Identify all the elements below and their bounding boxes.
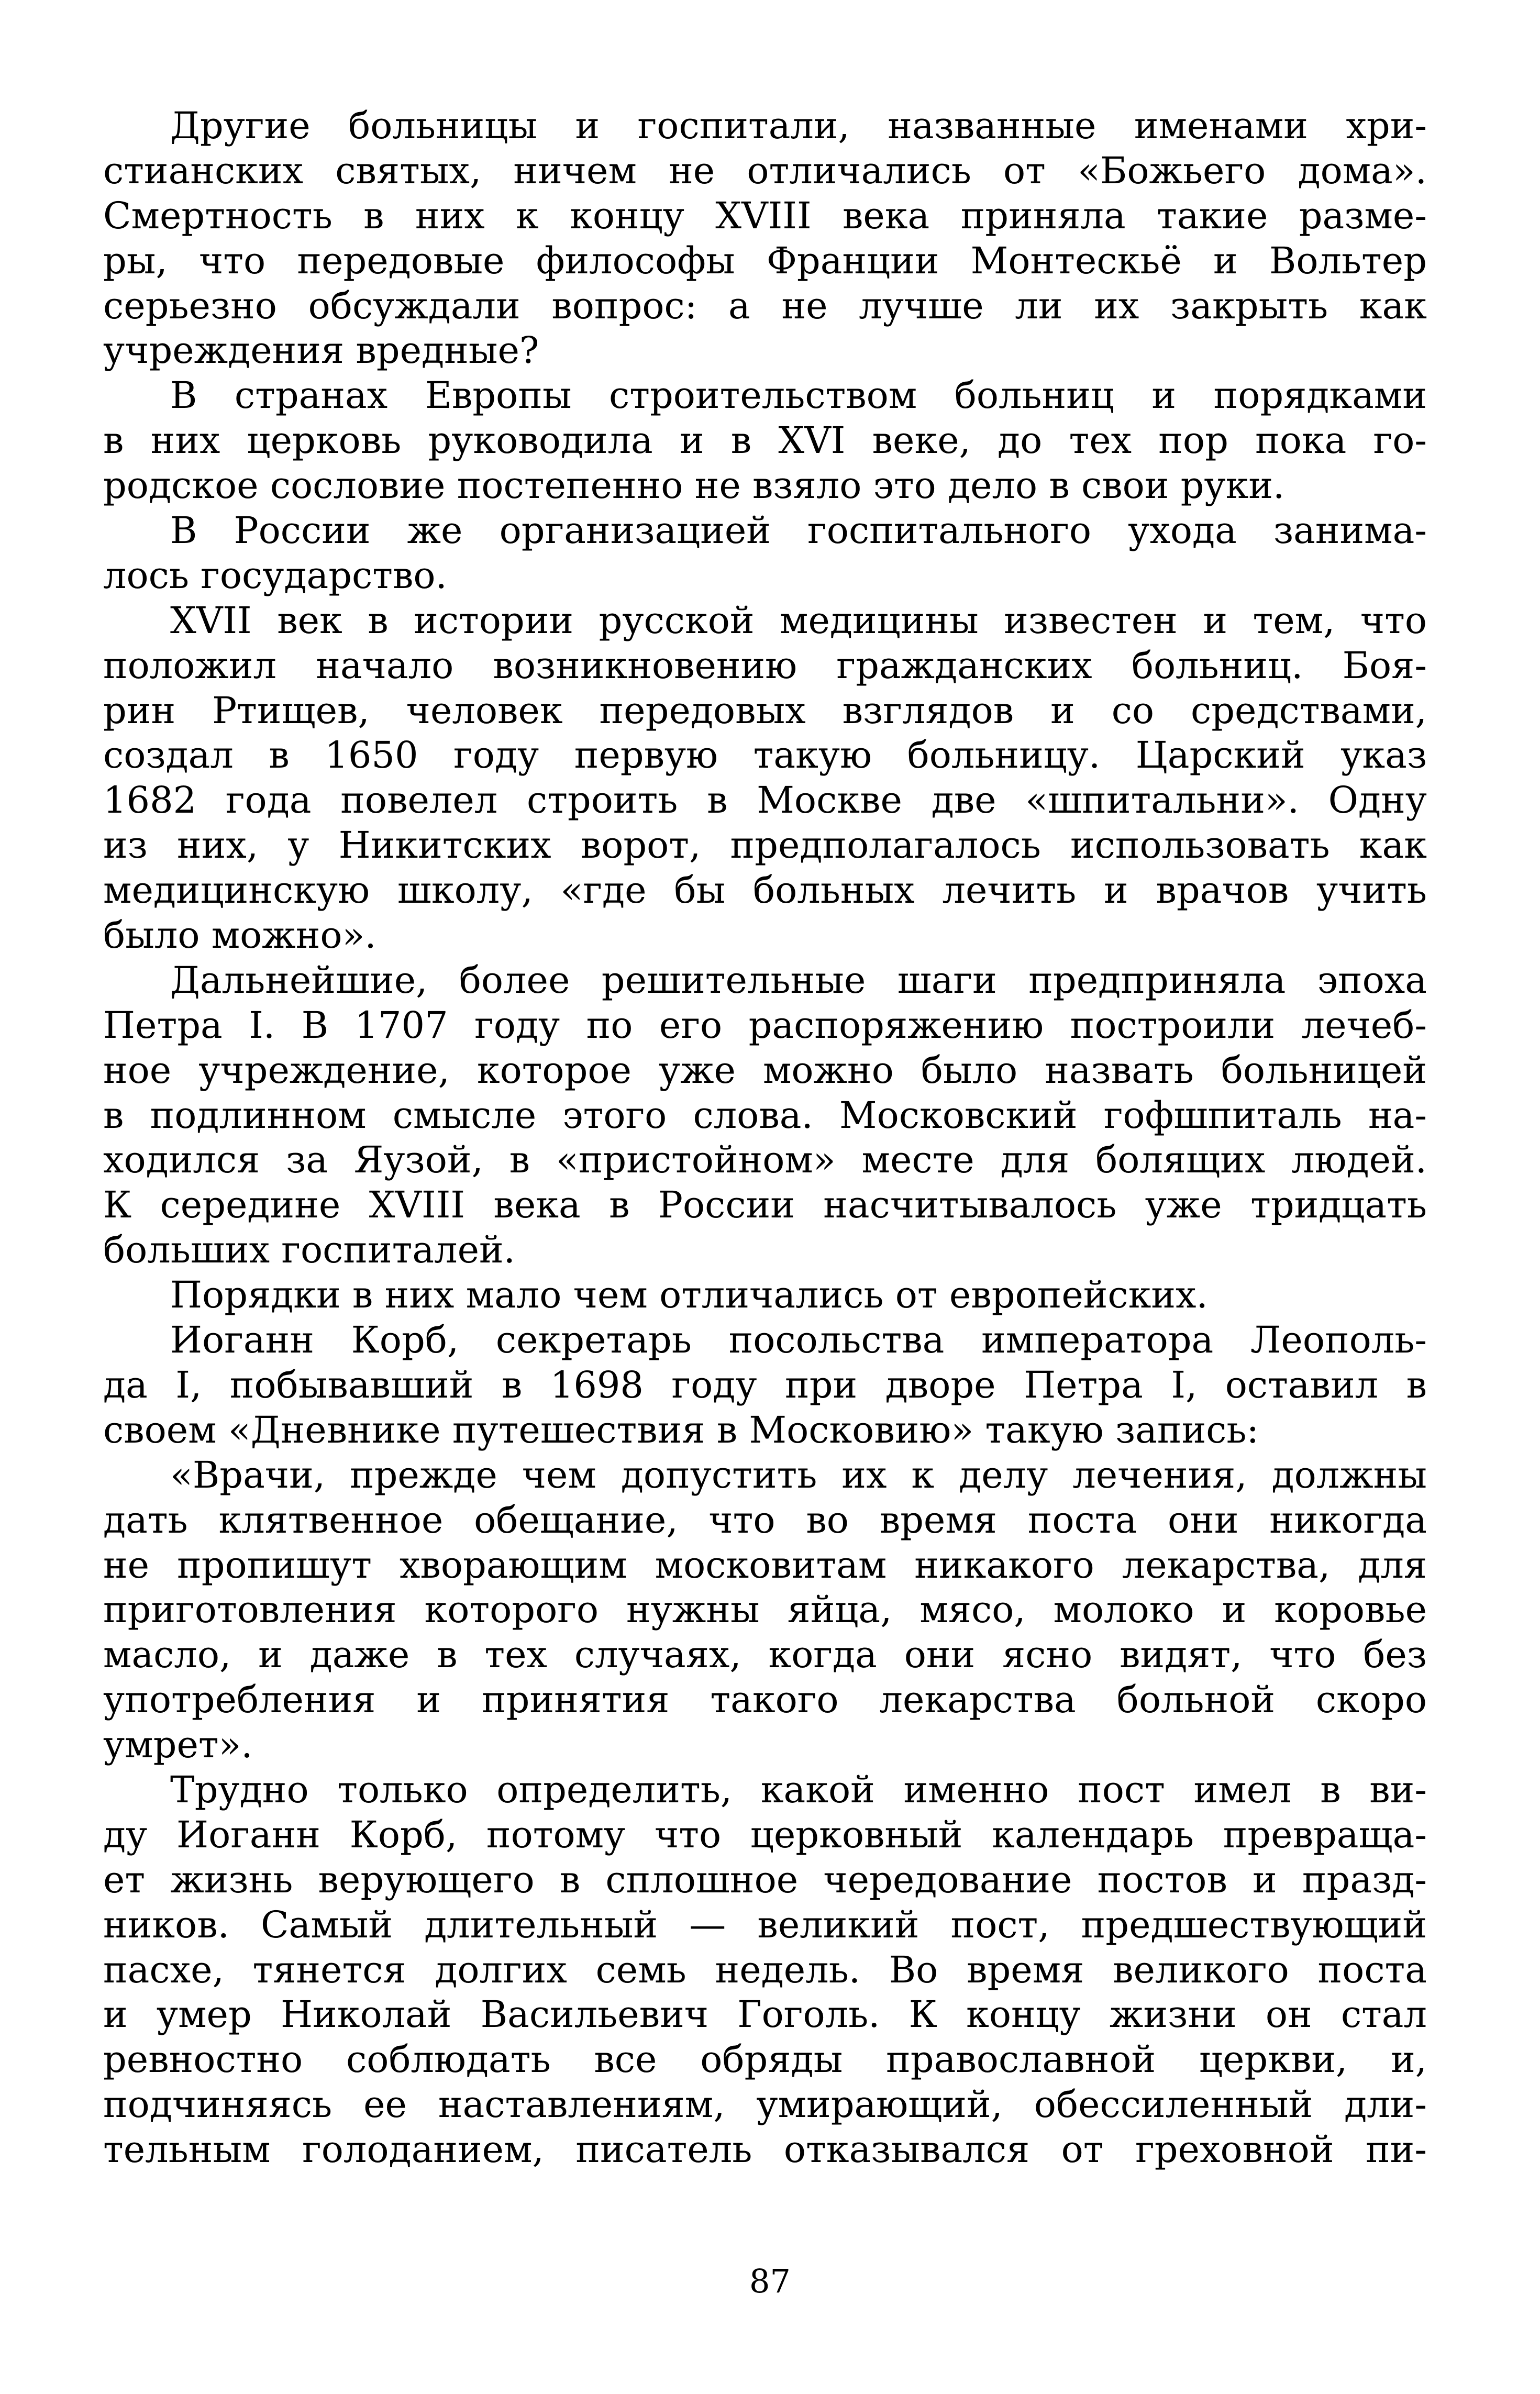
text-line: ет жизнь верующего в сплошное чередование постов и празд- — [103, 1858, 1427, 1901]
text-line: из них, у Никитских ворот, предполагалось использовать как — [103, 824, 1427, 867]
text-line: серьезно обсуждали вопрос: а не лучше ли их закрыть как — [103, 284, 1427, 327]
paragraph — [103, 1318, 1427, 1453]
paragraph — [103, 598, 1427, 958]
text-line: Дальнейшие, более решительные шаги предприняла эпоха — [170, 958, 1427, 1002]
text-line: тельным голоданием, писатель отказывался от греховной пи- — [103, 2128, 1427, 2171]
text-line: дать клятвенное обещание, что во время поста они никогда — [103, 1498, 1427, 1542]
text-line: ры, что передовые философы Франции Монтескьё и Вольтер — [103, 239, 1427, 282]
text-line: больших госпиталей. — [103, 1228, 515, 1272]
text-line: Смертность в них к концу XVIII века приняла такие разме- — [103, 194, 1427, 237]
text-line: Трудно только определить, какой именно пост имел в ви- — [170, 1768, 1427, 1811]
text-line: масло, и даже в тех случаях, когда они ясно видят, что без — [103, 1633, 1427, 1677]
text-line: Петра I. В 1707 году по его распоряжению построили лечеб- — [103, 1003, 1427, 1047]
text-line: в подлинном смысле этого слова. Московский гофшпиталь на- — [103, 1093, 1427, 1137]
paragraph — [103, 1273, 1427, 1318]
text-line: ходился за Яузой, в «пристойном» месте для болящих людей. — [103, 1138, 1427, 1182]
text-line: медицинскую школу, «где бы больных лечить и врачов учить — [103, 869, 1427, 912]
text-line: да I, побывавший в 1698 году при дворе Петра I, оставил в — [103, 1363, 1427, 1406]
paragraph — [103, 373, 1427, 508]
text-line: приготовления которого нужны яйца, мясо, молоко и коровье — [103, 1588, 1427, 1632]
text-line: умрет». — [103, 1723, 253, 1767]
text-line: ду Иоганн Корб, потому что церковный календарь превраща- — [103, 1813, 1427, 1856]
text-line: Другие больницы и госпитали, названные именами хри- — [170, 104, 1427, 147]
text-line: было можно». — [103, 914, 376, 957]
text-line: Иоганн Корб, секретарь посольства императора Леополь- — [170, 1318, 1427, 1362]
text-line: «Врачи, прежде чем допустить их к делу лечения, должны — [170, 1453, 1427, 1497]
text-line: Порядки в них мало чем отличались от европейских. — [170, 1273, 1208, 1317]
paragraph — [103, 508, 1427, 598]
paragraph — [103, 1453, 1427, 1768]
text-line: К середине XVIII века в России насчитывалось уже тридцать — [103, 1183, 1427, 1227]
text-line: своем «Дневнике путешествия в Московию» такую запись: — [103, 1408, 1259, 1451]
text-line: В странах Европы строительством больниц и порядками — [170, 374, 1427, 417]
text-line: ное учреждение, которое уже можно было назвать больницей — [103, 1048, 1427, 1092]
text-line: подчиняясь ее наставлениям, умирающий, обессиленный дли- — [103, 2083, 1427, 2126]
text-line: родское сословие постепенно не взяло это дело в свои руки. — [103, 464, 1285, 507]
text-line: ников. Самый длительный — великий пост, предшествующий — [103, 1903, 1427, 1946]
paragraph — [103, 104, 1427, 373]
text-line: ревностно соблюдать все обряды православной церкви, и, — [103, 2038, 1427, 2081]
text-line: пасхе, тянется долгих семь недель. Во время великого поста — [103, 1948, 1427, 1991]
text-line: в них церковь руководила и в XVI веке, до тех пор пока го- — [103, 419, 1427, 462]
text-line: стианских святых, ничем не отличались от «Божьего дома». — [103, 149, 1427, 192]
text-line: не пропишут хворающим московитам никакого лекарства, для — [103, 1543, 1427, 1587]
text-line: и умер Николай Васильевич Гоголь. К концу жизни он стал — [103, 1993, 1427, 2036]
text-line: создал в 1650 году первую такую больницу. Царский указ — [103, 734, 1427, 777]
page-number: 87 — [749, 2262, 791, 2300]
text-line: положил начало возникновению гражданских больниц. Боя- — [103, 644, 1427, 687]
paragraph — [103, 1768, 1427, 2173]
text-line: лось государство. — [103, 553, 447, 597]
text-line: XVII век в истории русской медицины известен и тем, что — [170, 598, 1427, 642]
text-line: рин Ртищев, человек передовых взглядов и со средствами, — [103, 689, 1427, 732]
text-line: употребления и принятия такого лекарства больной скоро — [103, 1678, 1427, 1722]
page-body — [103, 104, 1427, 2173]
text-line: 1682 года повелел строить в Москве две «шпитальни». Одну — [103, 779, 1427, 822]
text-line: В России же организацией госпитального ухода занима- — [170, 509, 1427, 552]
text-line: учреждения вредные? — [103, 329, 539, 372]
paragraph — [103, 958, 1427, 1273]
